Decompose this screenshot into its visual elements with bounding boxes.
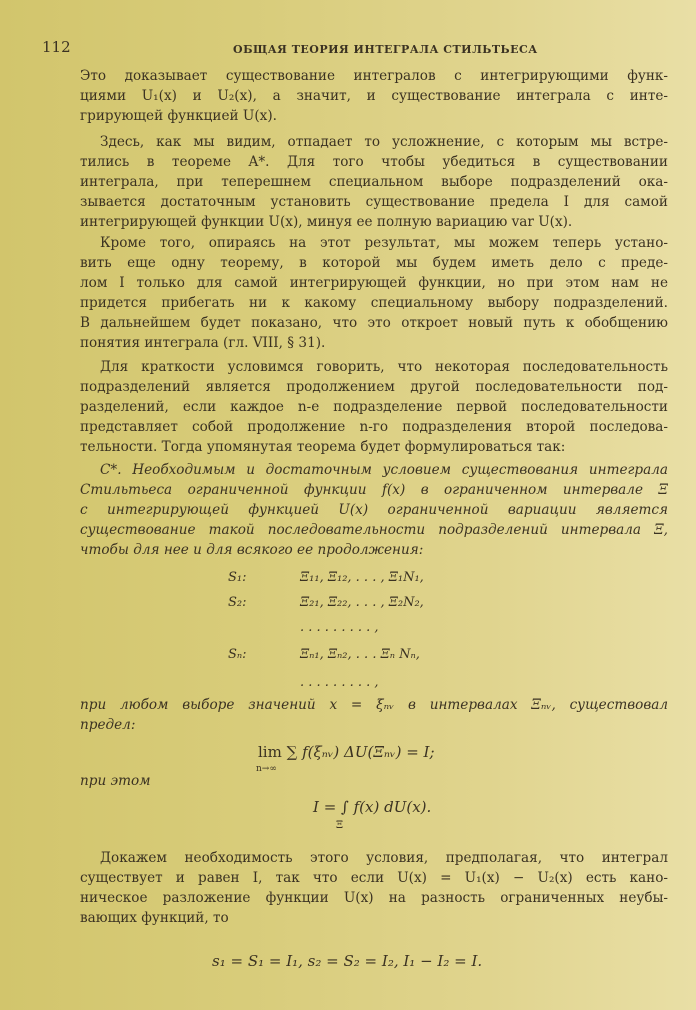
text-line: В дальнейшем будет показано, что это откроет новый путь к обобщению <box>80 315 668 331</box>
text-line: ническое разложение функции U(x) на разность ограниченных неубы- <box>80 890 668 906</box>
text-line: тельности. Тогда упомянутая теорема будет формулироваться так: <box>80 439 566 455</box>
text-line: вить еще одну теорему, в которой мы будем иметь дело с преде- <box>80 255 668 271</box>
running-title: ОБЩАЯ ТЕОРИЯ ИНТЕГРАЛА СТИЛЬТЬЕСА <box>233 43 538 56</box>
final-formula: s₁ = S₁ = I₁, s₂ = S₂ = I₂, I₁ − I₂ = I. <box>212 952 483 970</box>
text-line: Кроме того, опираясь на этот результат, мы можем теперь устано- <box>100 235 668 251</box>
text-line: существование такой последовательности подразделений интервала Ξ, <box>80 522 668 538</box>
text-line: Стильтьеса ограниченной функции f(x) в ограниченном интервале Ξ <box>80 482 668 498</box>
lim-subscript: n→∞ <box>256 764 277 774</box>
text-line: циями U₁(x) и U₂(x), а значит, и существование интеграла с инте- <box>80 88 668 104</box>
text-line: придется прибегать ни к какому специальному выбору подразделений. <box>80 295 668 311</box>
text-line: чтобы для нее и для всякого ее продолжения: <box>80 542 424 558</box>
text-line: разделений, если каждое n-е подразделение первой последовательности <box>80 399 668 415</box>
text-line: Для краткости условимся говорить, что некоторая последовательность <box>100 359 668 375</box>
paragraph-3 <box>80 233 668 353</box>
text-line: интеграла, при теперешнем специальном выборе подразделений ока- <box>80 174 668 190</box>
subdivision-items: Ξ₁₁, Ξ₁₂, . . . , Ξ₁N₁, <box>300 570 424 585</box>
text-line: при любом выборе значений x = ξₙᵥ в интервалах Ξₙᵥ, существовал <box>80 697 668 713</box>
subdivision-items: . . . . . . . . . , <box>300 620 379 635</box>
proof-paragraph <box>80 848 668 928</box>
theorem-c-star <box>80 460 668 560</box>
limit-formula <box>258 743 435 761</box>
text-line: вающих функций, то <box>80 910 229 926</box>
subdivision-label: Sₙ: <box>228 647 247 662</box>
text-line: Здесь, как мы видим, отпадает то усложнение, с которым мы встре- <box>100 134 668 150</box>
text-line: лом I только для самой интегрирующей функции, но при этом нам не <box>80 275 668 291</box>
text-line: тились в теореме A*. Для того чтобы убедиться в существовании <box>80 154 668 170</box>
page-number: 112 <box>42 38 71 56</box>
text-line: Это доказывает существование интегралов с интегрирующими функ- <box>80 68 668 84</box>
subdivision-items: . . . . . . . . . , <box>300 675 379 690</box>
text-line: грирующей функцией U(x). <box>80 108 277 124</box>
integral-domain: Ξ <box>336 820 344 831</box>
text-line: представляет собой продолжение n-го подразделения второй последова- <box>80 419 668 435</box>
at-this-text: при этом <box>80 773 151 789</box>
text-line: зывается достаточным установить существование предела I для самой <box>80 194 668 210</box>
text-line: предел: <box>80 717 136 733</box>
text-line: Докажем необходимость этого условия, предполагая, что интеграл <box>100 850 668 866</box>
subdivision-label: S₁: <box>228 570 247 585</box>
subdivision-items: Ξ₂₁, Ξ₂₂, . . . , Ξ₂N₂, <box>300 595 424 610</box>
paragraph-2 <box>80 132 668 232</box>
subdivision-items: Ξₙ₁, Ξₙ₂, . . . Ξₙ Nₙ, <box>300 647 420 662</box>
text-line: понятия интеграла (гл. VIII, § 31). <box>80 335 326 351</box>
text-line: интегрирующей функции U(x), минуя ее полную вариацию var U(x). <box>80 214 573 230</box>
subdivision-label: S₂: <box>228 595 247 610</box>
lim-body: ∑ f(ξₙᵥ) ΔU(Ξₙᵥ) = I; <box>286 743 435 761</box>
text-line: подразделений является продолжением другой последовательности под- <box>80 379 668 395</box>
paragraph-4 <box>80 357 668 457</box>
text-line: C*. Необходимым и достаточным условием существования интеграла <box>100 462 668 478</box>
integral-formula: I = ∫ f(x) dU(x). <box>313 798 432 816</box>
condition-text <box>80 695 668 735</box>
text-line: существует и равен I, так что если U(x) = U₁(x) − U₂(x) есть кано- <box>80 870 668 886</box>
text-line: с интегрирующей функцией U(x) ограниченной вариации является <box>80 502 668 518</box>
paragraph-1 <box>80 66 668 126</box>
lim-label: lim <box>258 743 282 761</box>
